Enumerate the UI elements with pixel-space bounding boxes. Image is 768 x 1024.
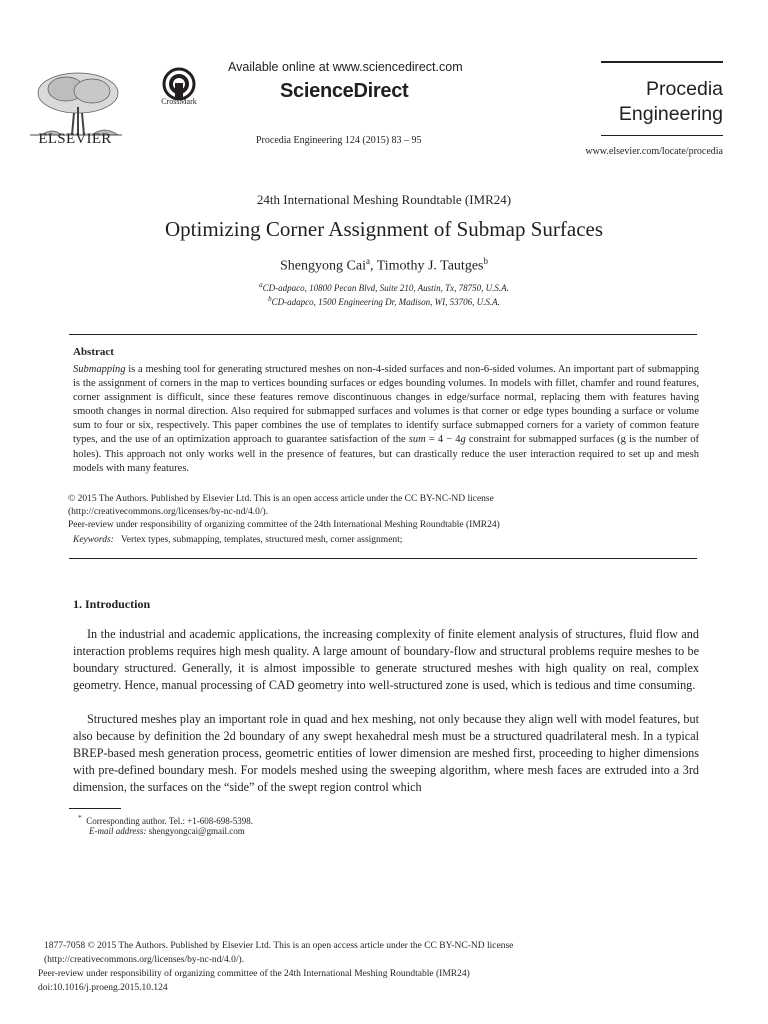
abstract-text-part: is a meshing tool for generating structured meshes on non-4-sided surfaces and non-6-sided volumes. An important part of submapping is the assignment of corners in the map to vertices bounding surfaces or edges bounding volumes. In models with fillet, chamfer and round features, corner assignment is difficult, since these features remove discontinuous changes in edge/surface normal, replacing them with features having smooth changes in normal direction. Also required for submapped surfaces and volumes is that corner or edge types bounding a surface or volume sum to four or six, respectively. This paper combines the use of templates to identify surface submapped corners for a variety of common feature types, and the use of an optimization approach to guarantee satisfaction of the [73, 364, 699, 446]
publisher-wordmark: ELSEVIER [38, 131, 112, 147]
available-online-text: Available online at www.sciencedirect.com [228, 60, 463, 74]
affiliation-b [0, 295, 768, 307]
journal-reference: Procedia Engineering 124 (2015) 83 – 95 [256, 135, 422, 146]
peer-review-line: Peer-review under responsibility of organizing committee of the 24th International Meshing Roundtable (IMR24) [68, 520, 500, 530]
keywords-list: Vertex types, submapping, templates, structured mesh, corner assignment; [120, 535, 403, 545]
abstract-top-rule [69, 334, 697, 335]
keywords-line [73, 535, 402, 545]
body-paragraph [73, 626, 699, 694]
journal-bottom-rule [601, 135, 723, 136]
abstract-heading: Abstract [73, 346, 114, 358]
body-paragraph [73, 711, 699, 796]
keywords-label: Keywords: [73, 535, 114, 545]
footer-doi[interactable]: doi:10.1016/j.proeng.2015.10.124 [38, 983, 168, 993]
author-name: Timothy J. Tautges [376, 258, 484, 274]
journal-url-link[interactable]: www.elsevier.com/locate/procedia [585, 146, 723, 157]
journal-name-line1: Procedia [646, 78, 723, 100]
affiliation-a [0, 281, 768, 293]
email-note [89, 826, 245, 836]
journal-name [601, 77, 723, 127]
crossmark-label: CrossMark [161, 97, 197, 106]
paragraph-text: In the industrial and academic applications, the increasing complexity of finite element analysis of structures, fluid flow and interaction problems requires high mesh quality. A large amount of boundary-flow and structural problems require meshes to be boundary structured. Generally, it is almost impossible to generate structured meshes with high quality on real, complex geometry. Hence, manual processing of CAD geometry into well-structured zone is used, which is tedious and time consuming. [73, 627, 699, 693]
author-separator: , [369, 258, 377, 274]
paragraph-text: Structured meshes play an important role in quad and hex meshing, not only because they align well with model features, but also because by definition the 2d boundary of any swept hexahedral mesh must be a structured quadrilateral mesh. In a typical BREP-based mesh generation process, geometric entities of lower dimension are meshed first, proceeding to higher dimensions with pre-defined boundary mesh. For models meshed using the sweeping algorithm, where mesh faces are extruded into a 3rd dimension, the surfaces on the “side” of the swept region control which [73, 712, 699, 795]
math-g: g [460, 434, 466, 446]
author-affiliation-mark: a [365, 256, 370, 266]
section-heading: 1. Introduction [73, 597, 151, 611]
footnote-text: Corresponding author. Tel.: +1-608-698-5398. [86, 816, 254, 826]
affiliation-text: CD-adpaco, 10800 Pecan Blvd, Suite 210, Austin, Tx, 78750, U.S.A. [262, 283, 509, 293]
abstract-body [73, 363, 699, 476]
affiliation-mark: b [268, 295, 272, 303]
abstract-lead-term: Submapping [73, 364, 126, 375]
affiliation-text: CD-adapco, 1500 Engineering Dr, Madison, WI, 53706, U.S.A. [271, 297, 500, 307]
author-affiliation-mark: b [483, 256, 488, 266]
sciencedirect-wordmark[interactable]: ScienceDirect [280, 80, 409, 102]
affiliation-mark: a [259, 281, 263, 289]
copyright-line: © 2015 The Authors. Published by Elsevier Ltd. This is an open access article under the CC BY-NC-ND license [68, 494, 494, 504]
author-name: Shengyong Cai [280, 258, 366, 274]
journal-top-rule [601, 61, 723, 63]
math-expression: = 4 − 4 [425, 434, 461, 446]
paper-title: Optimizing Corner Assignment of Submap Surfaces [164, 217, 604, 241]
license-link[interactable]: (http://creativecommons.org/licenses/by-nc-nd/4.0/). [68, 507, 269, 517]
email-label: E-mail address: [89, 826, 147, 836]
footer-license-link[interactable]: (http://creativecommons.org/licenses/by-nc-nd/4.0/). [44, 955, 245, 965]
abstract-bottom-rule [69, 558, 697, 559]
footnote-rule [69, 808, 121, 809]
email-address[interactable]: shengyongcai@gmail.com [148, 826, 245, 836]
math-sum: sum [408, 434, 426, 446]
corresponding-author-note [78, 813, 253, 826]
conference-name: 24th International Meshing Roundtable (IMR24) [256, 192, 512, 207]
footer-peer-review: Peer-review under responsibility of organizing committee of the 24th International Meshing Roundtable (IMR24) [38, 969, 470, 979]
footer-copyright: 1877-7058 © 2015 The Authors. Published by Elsevier Ltd. This is an open access article under the CC BY-NC-ND license [44, 941, 514, 951]
footnote-mark: * [78, 813, 82, 822]
abstract-text-part: constraint for submapped surfaces (g is the number of holes). This approach not only works well in the presence of features, but can drastically reduce the user interaction required to set up and mesh models with many features. [73, 434, 699, 474]
journal-name-line2: Engineering [618, 103, 723, 125]
author-list [0, 256, 768, 275]
